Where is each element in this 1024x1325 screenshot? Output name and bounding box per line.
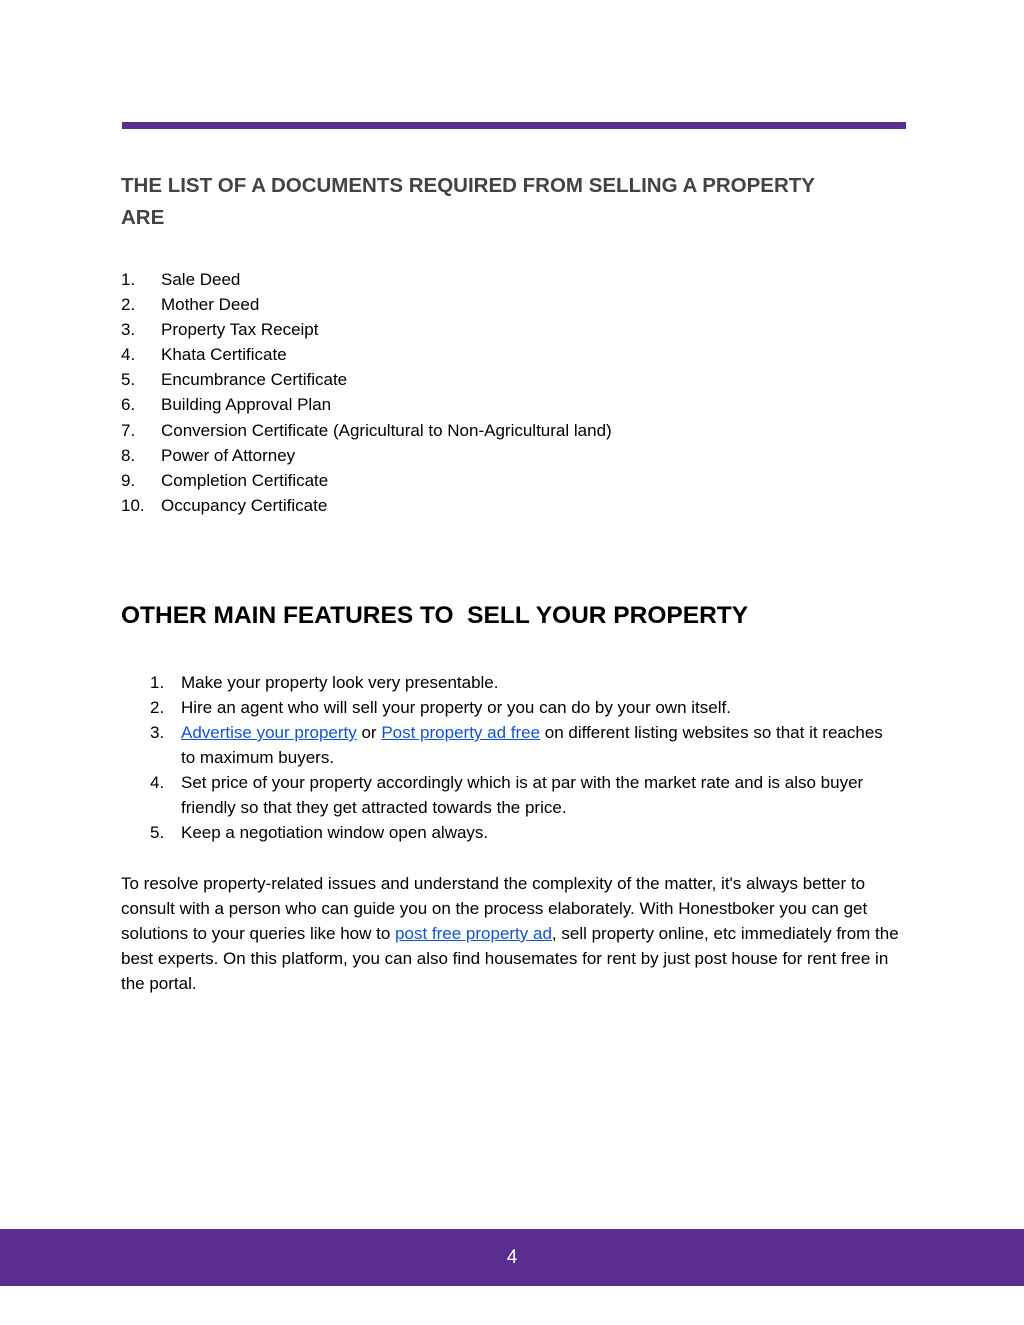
list-item-text: Sale Deed (161, 270, 241, 289)
paragraph-text: , sell property online, etc immediately from the best experts. On this platform, you can also find housemates for rent by just post house for rent free in the portal. (121, 924, 899, 993)
list-item-text: Set price of your property accordingly which is at par with the market rate and is also buyer friendly so that they get attracted towards the price. (181, 773, 864, 817)
list-item (121, 317, 612, 342)
page-number: 4 (506, 1247, 518, 1268)
list-item-text: or (356, 723, 382, 742)
page-footer (0, 1229, 1024, 1286)
list-item-text: Make your property look very presentable. (181, 673, 499, 692)
list-number: 1. (121, 270, 136, 289)
list-item-text: Encumbrance Certificate (161, 370, 348, 390)
list-item-text: Keep a negotiation window open always. (181, 823, 489, 842)
list-item-text: Occupancy Certificate (161, 495, 328, 515)
paragraph-text: To resolve property-related issues and understand the complexity of the matter, it's always better to consult with a person who can guide you on the process elaborately. With Honestboker you can get solutions to your queries like how to (121, 874, 868, 943)
list-item-text: Power of Attorney (161, 445, 296, 465)
list-item (121, 443, 612, 468)
features-heading: OTHER MAIN FEATURES TO SELL YOUR PROPERTY (121, 602, 749, 629)
list-item-text: Completion Certificate (161, 470, 329, 490)
list-number: 10. (121, 495, 145, 515)
list-item-text: Hire an agent who will sell your property or you can do by your own itself. (181, 698, 731, 717)
header-rule (122, 122, 906, 129)
list-item-text: Building Approval Plan (161, 395, 332, 415)
list-number: 3. (121, 320, 136, 340)
list-item-text: Property Tax Receipt (161, 320, 319, 340)
list-number: 2. (150, 698, 165, 717)
list-item (150, 720, 890, 770)
advertise-property-link[interactable]: Advertise your property (181, 723, 357, 742)
list-item (150, 820, 890, 845)
list-item (121, 367, 612, 392)
documents-heading: THE LIST OF A DOCUMENTS REQUIRED FROM SELLING A PROPERTY ARE (121, 174, 815, 229)
list-number: 5. (150, 823, 165, 842)
list-number: 4. (150, 773, 165, 792)
features-list (150, 670, 890, 845)
documents-list (121, 267, 612, 518)
list-item (121, 392, 612, 417)
list-item (121, 493, 612, 518)
list-item (121, 267, 612, 292)
list-item (121, 292, 612, 317)
list-number: 6. (121, 395, 136, 415)
list-number: 9. (121, 470, 136, 490)
list-item-text: Khata Certificate (161, 345, 287, 365)
post-free-property-ad-link[interactable]: post free property ad (395, 924, 552, 943)
list-item (121, 342, 612, 367)
list-item (121, 468, 612, 493)
list-item-text: Conversion Certificate (Agricultural to Non-Agricultural land) (161, 420, 612, 440)
list-item-text: on different listing websites so that it reaches to maximum buyers. (181, 723, 883, 767)
list-number: 3. (150, 723, 165, 742)
list-number: 2. (121, 295, 136, 315)
list-item (150, 670, 890, 695)
list-number: 1. (150, 673, 165, 692)
list-item (121, 418, 612, 443)
list-number: 7. (121, 420, 136, 440)
list-item (150, 770, 890, 820)
list-number: 4. (121, 345, 136, 365)
post-property-ad-free-link[interactable]: Post property ad free (381, 723, 541, 742)
closing-paragraph (121, 871, 911, 996)
list-number: 8. (121, 445, 136, 465)
list-item (150, 695, 890, 720)
list-number: 5. (121, 370, 136, 390)
list-item-text: Mother Deed (161, 295, 260, 315)
